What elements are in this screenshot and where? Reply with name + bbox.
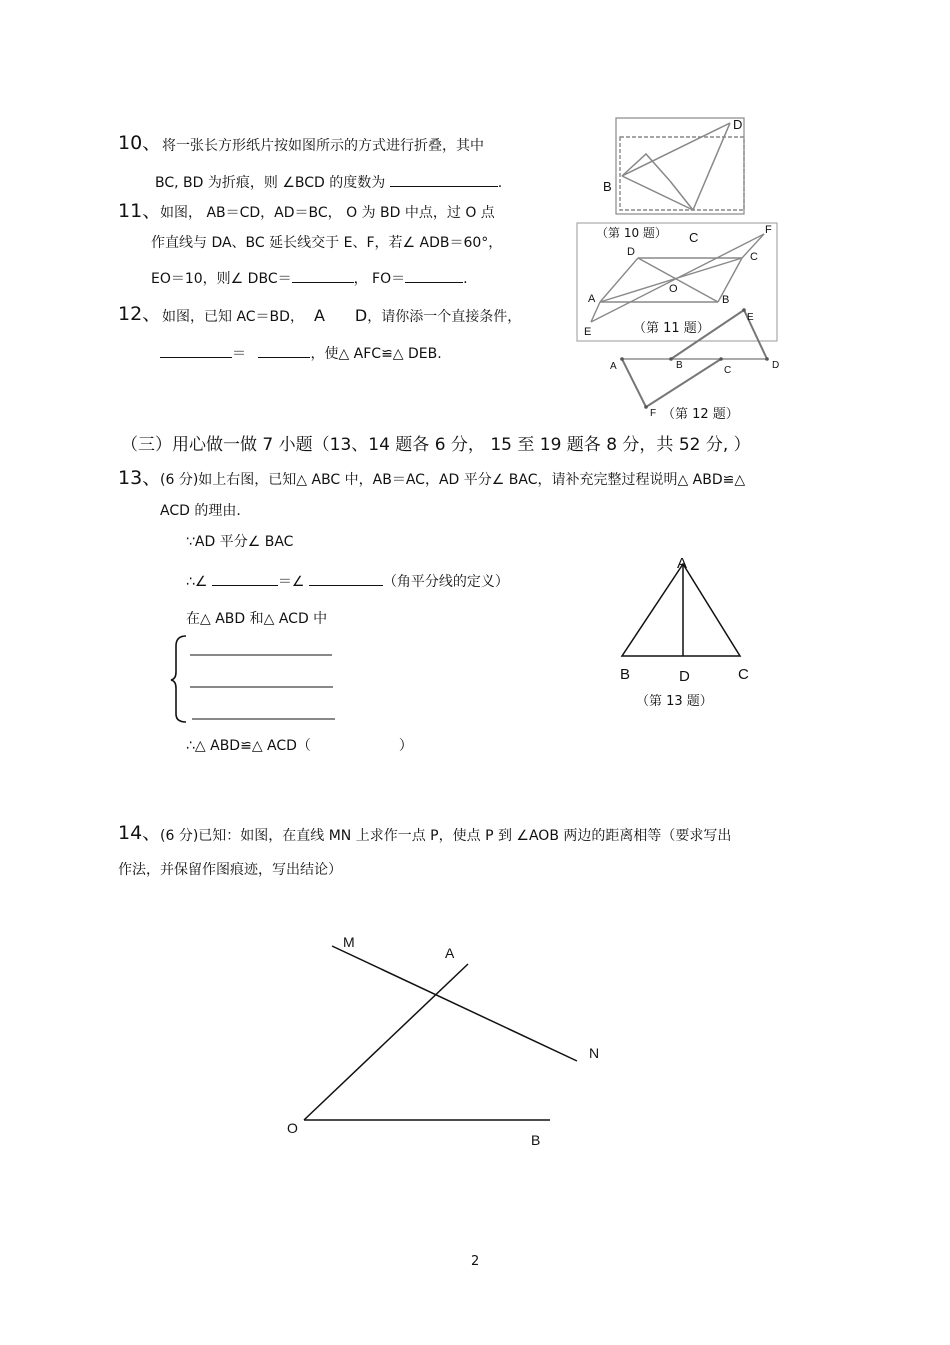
fig12-label-D: D: [772, 360, 780, 371]
fig11-label-D: D: [627, 246, 635, 258]
q11-blank-fo: [405, 268, 463, 283]
fig11-caption: （第 11 题）: [633, 321, 710, 336]
fig11-label-B: B: [722, 294, 730, 306]
q12-blank-right: [258, 343, 310, 358]
fig12-label-B: B: [676, 360, 683, 371]
fig11-label-C: C: [750, 251, 758, 263]
q10-line2: BC, BD 为折痕，则 ∠BCD 的度数为 .: [155, 172, 502, 192]
q10-answer-blank: [390, 172, 498, 187]
q10-line1: 将一张长方形纸片按如图所示的方式进行折叠，其中: [162, 138, 484, 154]
fig13-label-C: C: [738, 666, 749, 683]
q13-number: 13、: [118, 467, 162, 489]
q14-number: 14、: [118, 822, 162, 844]
figure-13: [610, 548, 760, 684]
fig12-label-E: E: [747, 312, 754, 323]
fig11-label-F: F: [765, 224, 772, 236]
ray-OA: [304, 964, 468, 1120]
q13-conclusion: ∴△ ABD≌△ ACD（ ）: [186, 738, 413, 754]
q13-line1: (6 分)如上右图，已知△ ABC 中，AB＝AC，AD 平分∠ BAC，请补充完整过程说明△ ABD≌△: [160, 472, 746, 488]
page-number: 2: [471, 1254, 480, 1269]
q10-number: 10、: [118, 132, 162, 154]
fig14-label-B: B: [531, 1132, 541, 1148]
q14-line1: (6 分)已知：如图，在直线 MN 上求作一点 P，使点 P 到 ∠AOB 两边的距离相等（要求写出: [160, 828, 732, 844]
fig10-label-D: D: [733, 117, 743, 132]
fig13-label-A: A: [677, 555, 688, 572]
q13-step3: 在△ ABD 和△ ACD 中: [186, 611, 328, 627]
fig14-label-M: M: [343, 934, 355, 950]
q12-line2: ＝ ，使△ AFC≌△ DEB.: [160, 343, 442, 363]
q13-blank-angle2: [309, 571, 383, 586]
q11-number: 11、: [118, 200, 162, 222]
figure-10: [600, 114, 760, 220]
figure-12: [604, 305, 784, 417]
fig11-label-A: A: [588, 293, 596, 305]
q13-step2: ∴∠ ＝∠ （角平分线的定义）: [186, 571, 509, 591]
fig14-label-A: A: [445, 945, 455, 961]
q11-blank-dbc: [292, 268, 354, 283]
fig11-label-C-top: C: [689, 230, 699, 245]
fig11-label-E: E: [584, 326, 592, 338]
fig11-label-O: O: [669, 283, 678, 295]
q13-blank-angle1: [212, 571, 278, 586]
fig13-label-D: D: [679, 668, 690, 685]
fig12-label-C: C: [724, 365, 732, 376]
section-3-heading: （三）用心做一做 7 小题（13、14 题各 6 分， 15 至 19 题各 8 分，共 52 分, ）: [121, 435, 751, 455]
q13-step1: ∵AD 平分∠ BAC: [186, 534, 294, 550]
q12-blank-left: [160, 343, 232, 358]
fig14-label-N: N: [589, 1045, 600, 1061]
q13-line2: ACD 的理由.: [160, 503, 241, 519]
fig12-label-A: A: [610, 361, 617, 372]
q13-proof-brace: [170, 634, 350, 726]
q14-line2: 作法，并保留作图痕迹，写出结论）: [118, 862, 342, 878]
figure-14: [280, 928, 620, 1154]
q11-line2: 作直线与 DA、BC 延长线交于 E、F，若∠ ADB＝60°，: [151, 235, 503, 251]
q11-line1: 如图， AB＝CD，AD＝BC， O 为 BD 中点，过 O 点: [160, 205, 495, 221]
q12-number: 12、: [118, 303, 162, 325]
q11-line3: EO＝10，则∠ DBC＝ ， FO＝ .: [151, 268, 468, 288]
fig14-label-O: O: [287, 1120, 298, 1136]
fig12-label-F: F: [650, 408, 657, 419]
line-MN: [332, 946, 577, 1061]
fig13-label-B: B: [620, 666, 631, 683]
fig10-label-B: B: [603, 179, 612, 194]
fig13-caption: （第 13 题）: [636, 694, 713, 709]
fig12-caption: （第 12 题）: [662, 407, 739, 422]
fig10-caption: （第 10 题）: [596, 226, 667, 240]
q12-line1: 如图，已知 AC＝BD， A D，请你添一个直接条件，: [162, 306, 522, 325]
